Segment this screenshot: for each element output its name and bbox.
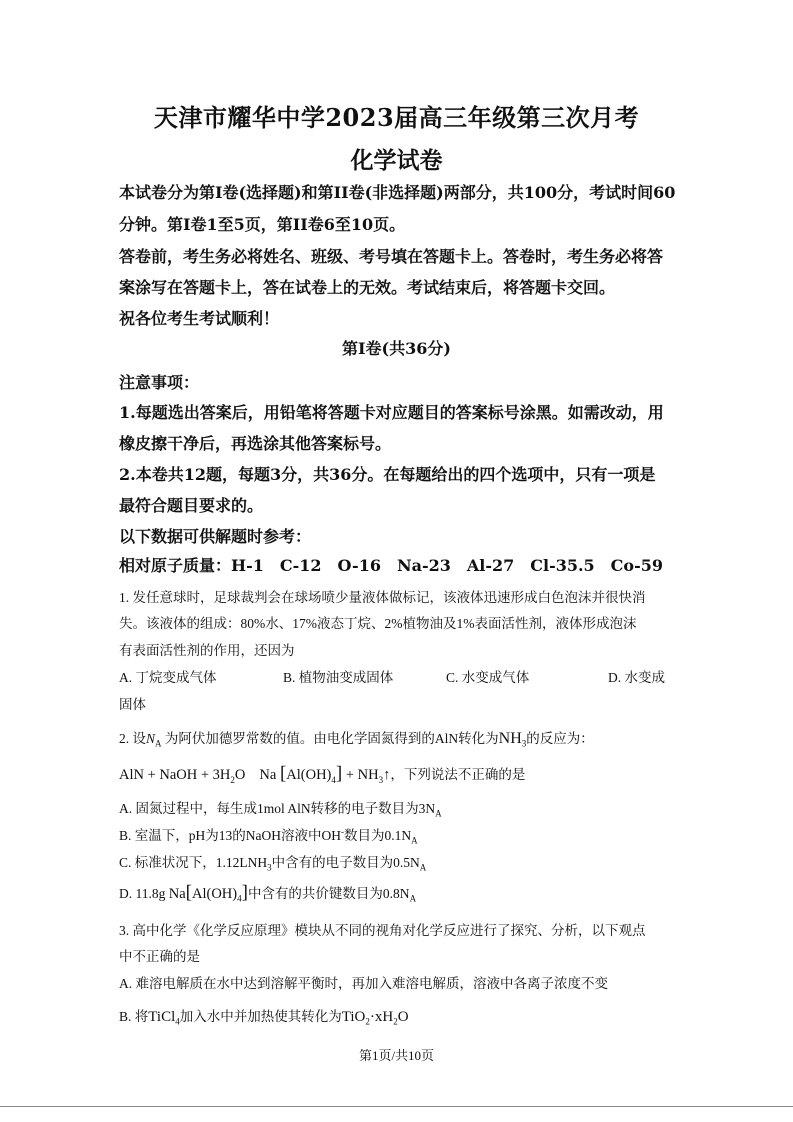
q2-option-d: D. 11.8g $Na[Al(OH)_4]$中含有的共价键数目为$0.8N_A$ — [119, 882, 417, 904]
q2-option-b: B. 室温下，pH为13的NaOH溶液中OH-数目为$0.1N_A$ — [119, 826, 418, 846]
q3-line-2: 中不正确的是 — [119, 949, 200, 964]
section-heading: 第I卷(共36分) — [342, 339, 451, 358]
q1-line-3: 有表面活性剂的作用，还因为 — [119, 643, 295, 658]
intro-line-1: 本试卷分为第I卷(选择题)和第II卷(非选择题)两部分，共100分，考试时间60 — [119, 183, 676, 202]
q2-equation: AlN + NaOH + $3H_2O$ Na $[Al(OH)_4]$ + $NH_3↑$，下列说法不正确的是 — [119, 763, 526, 785]
note1-line-2: 橡皮擦干净后，再选涂其他答案标号。 — [119, 434, 392, 453]
atomic-masses: 相对原子质量：H-1 C-12 O-16 Na-23 Al-27 Cl-35.5 Co-59 — [119, 556, 663, 575]
intro-line-2: 分钟。第I卷1至5页，第II卷6至10页。 — [119, 215, 406, 234]
reference-title: 以下数据可供解题时参考： — [119, 527, 312, 546]
intro-line-5: 祝各位考生考试顺利！ — [119, 309, 280, 328]
q2-line-1: 2. 设$N_A$ 为阿伏加德罗常数的值。由电化学固氮得到的AlN转化为$NH_3$的反应为： — [119, 730, 594, 749]
q1-option-c: C. 水变成气体 — [446, 670, 530, 685]
q3-option-b: B. 将TiCl$_4$加入水中并加热使其转化为$TiO_2\cdot xH_2O$ — [119, 1009, 409, 1027]
bottom-rule — [0, 1106, 793, 1107]
exam-title: 天津市耀华中学2023届高三年级第三次月考 — [153, 103, 640, 132]
notice-title: 注意事项： — [119, 373, 200, 392]
q3-option-a: A. 难溶电解质在水中达到溶解平衡时，再加入难溶电解质，溶液中各离子浓度不变 — [119, 976, 608, 991]
note2-line-2: 最符合题目要求的。 — [119, 496, 264, 515]
page-number: 第1页/共10页 — [358, 1048, 435, 1063]
q2-option-a: A. 固氮过程中，每生成1mol AlN转移的电子数目为$3N_A$ — [119, 801, 442, 819]
intro-line-3: 答卷前，考生务必将姓名、班级、考号填在答题卡上。答卷时，考生务必将答 — [119, 247, 664, 266]
intro-line-4: 案涂写在答题卡上，答在试卷上的无效。考试结束后，将答题卡交回。 — [119, 278, 616, 297]
exam-subtitle: 化学试卷 — [350, 147, 443, 174]
note1-line-1: 1.每题选出答案后，用铅笔将答题卡对应题目的答案标号涂黑。如需改动，用 — [119, 403, 664, 422]
q1-option-d-cont: 固体 — [119, 697, 146, 712]
q1-option-b: B. 植物油变成固体 — [283, 670, 394, 685]
q1-line-1: 1. 发任意球时，足球裁判会在球场喷少量液体做标记，该液体迅速形成白色泡沫并很快消 — [119, 590, 646, 605]
q1-option-d: D. 水变成 — [608, 670, 665, 685]
q3-line-1: 3. 高中化学《化学反应原理》模块从不同的视角对化学反应进行了探究、分析，以下观点 — [119, 923, 646, 938]
q1-option-a: A. 丁烷变成气体 — [119, 670, 217, 685]
q2-option-c: C. 标准状况下，$1.12LNH_3$中含有的电子数目为$0.5N_A$ — [119, 855, 427, 873]
note2-line-1: 2.本卷共12题，每题3分，共36分。在每题给出的四个选项中，只有一项是 — [119, 465, 656, 484]
q1-line-2: 失。该液体的组成：80%水、17%液态丁烷、2%植物油及1%表面活性剂，液体形成泡沫 — [119, 616, 637, 631]
